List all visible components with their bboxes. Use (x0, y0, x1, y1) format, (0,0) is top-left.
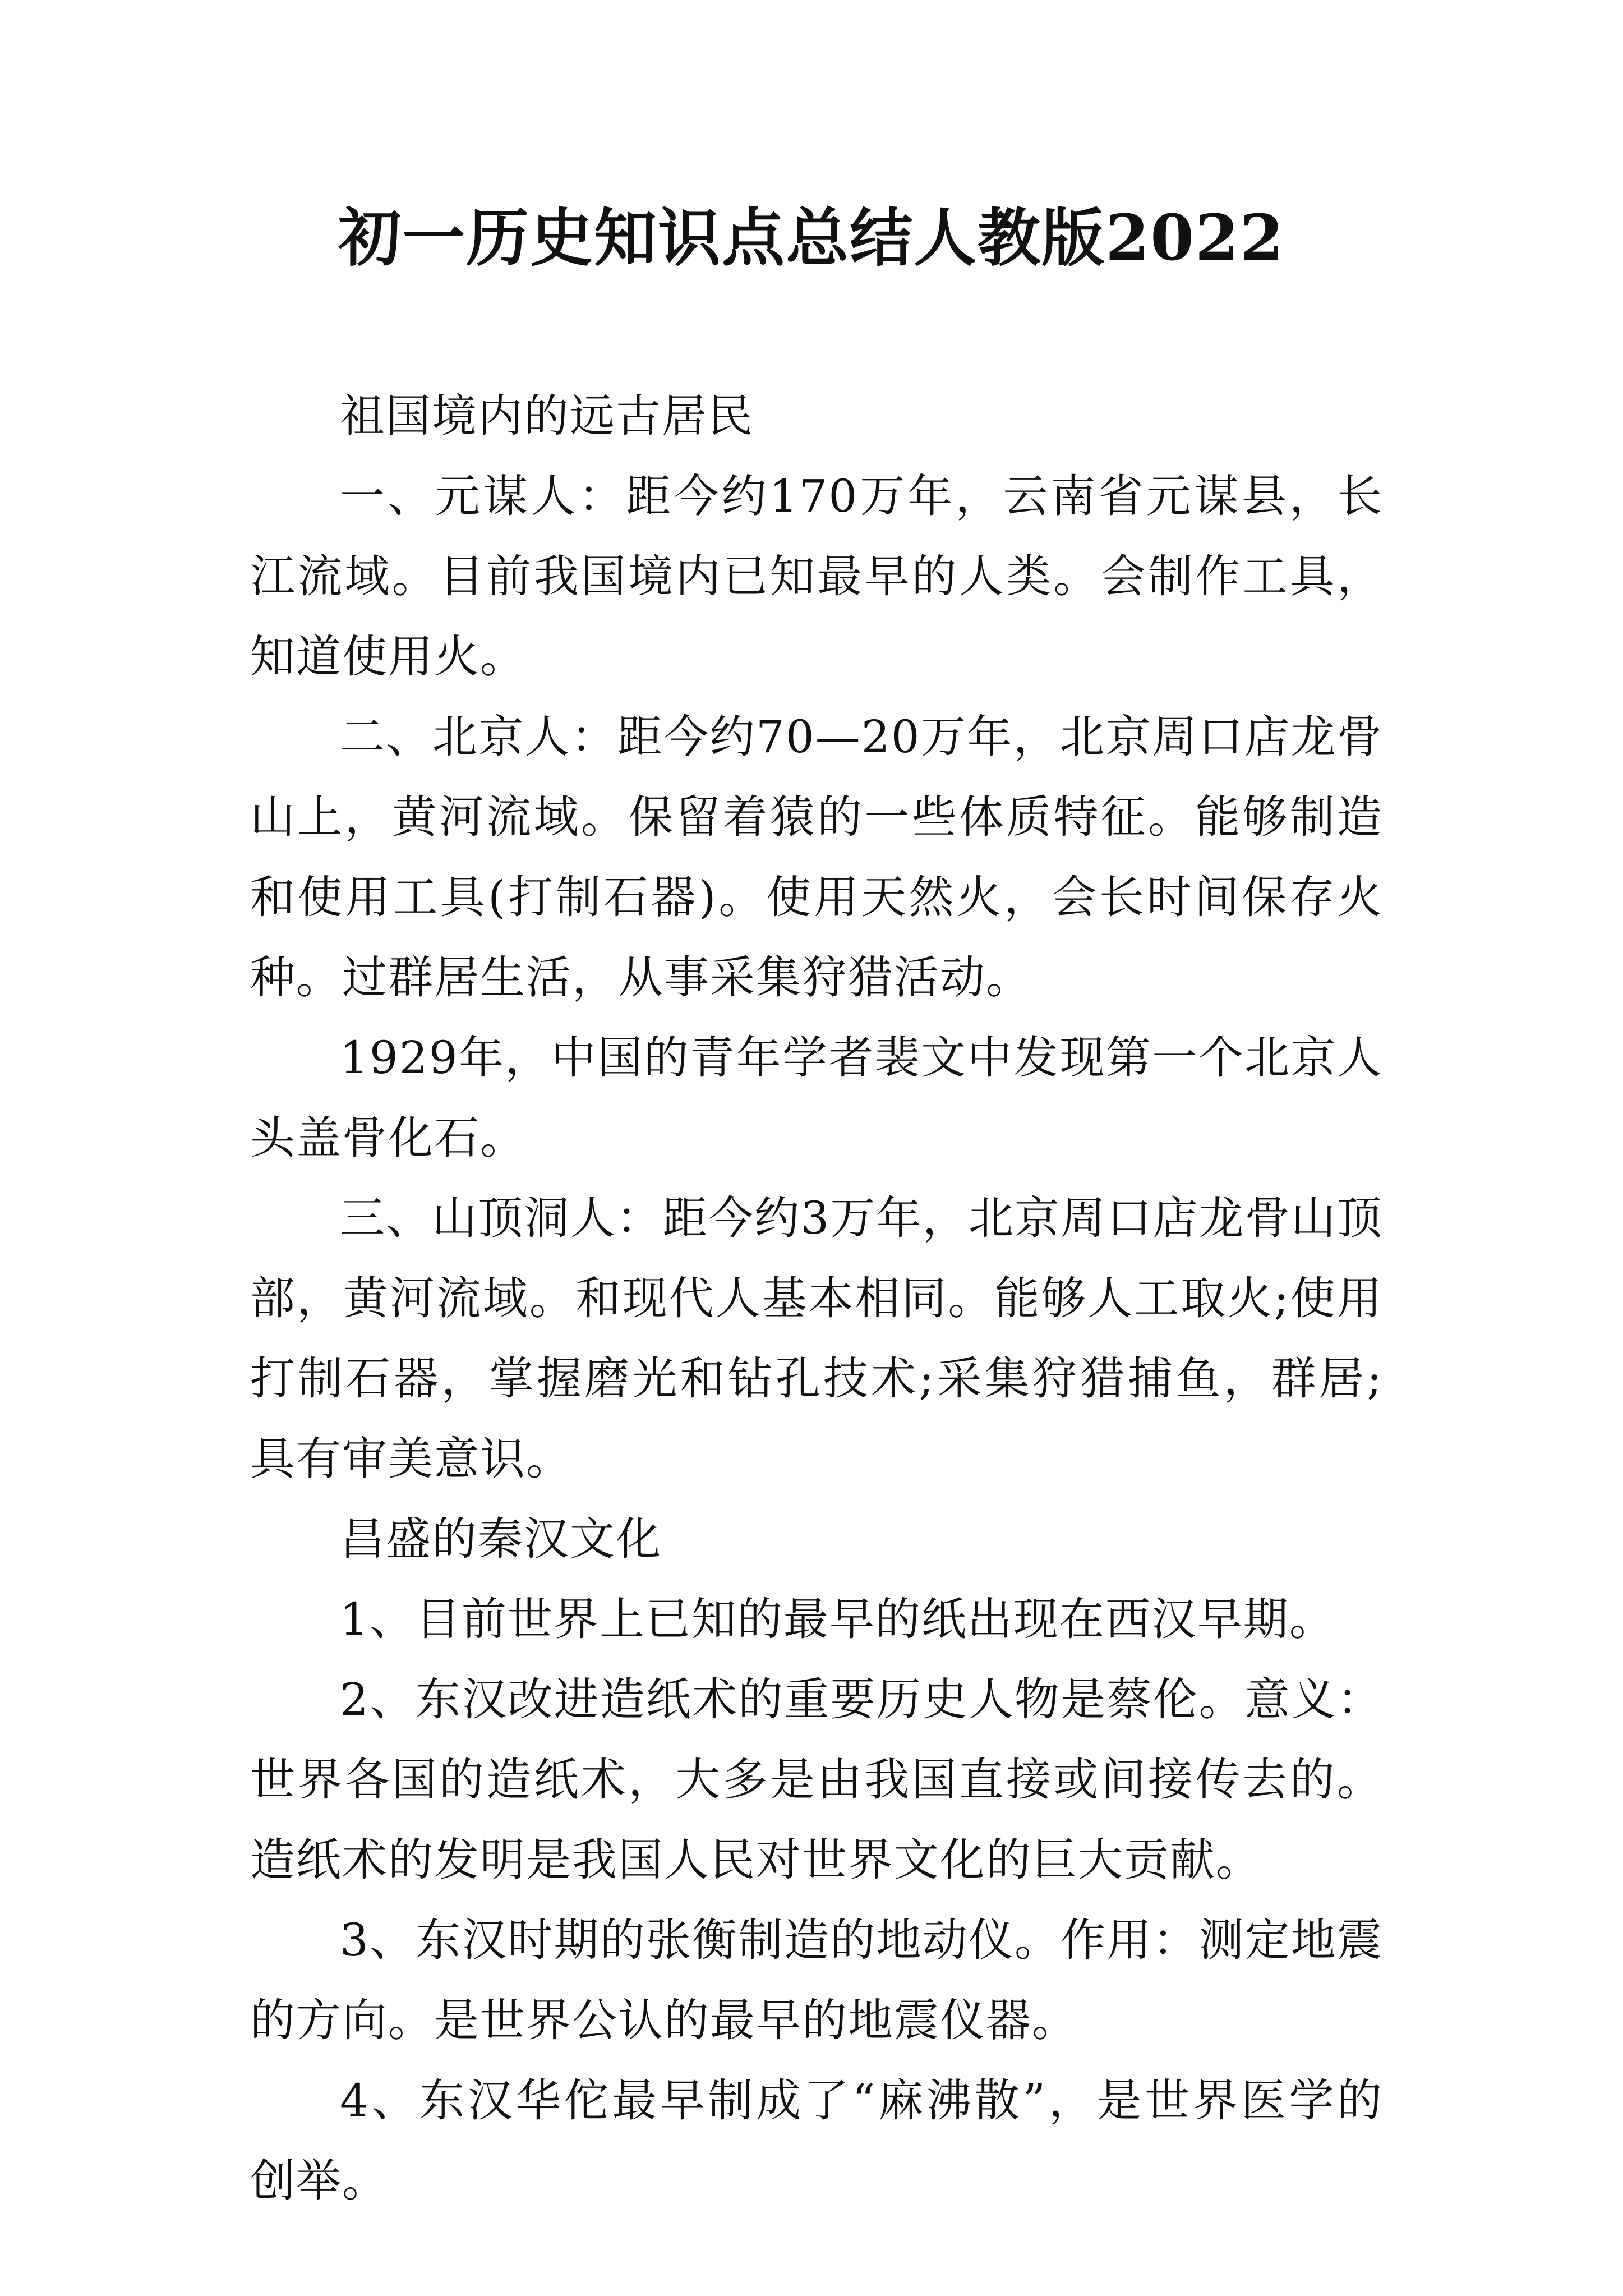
paragraph-earliest-paper: 1、目前世界上已知的最早的纸出现在西汉早期。 (340, 1593, 1335, 1645)
section-heading-ancient-residents: 祖国境内的远古居民 (340, 390, 754, 442)
paragraph-pei-wenzhong: 1929年，中国的青年学者裴文中发现第一个北京人头盖骨化石。 (250, 1032, 1383, 1164)
paragraph-zhang-heng: 3、东汉时期的张衡制造的地动仪。作用：测定地震的方向。是世界公认的最早的地震仪器。 (250, 1914, 1383, 2046)
document-title: 初一历史知识点总结人教版2022 (338, 201, 1285, 275)
paragraph-peking-man: 二、北京人：距今约70—20万年，北京周口店龙骨山上，黄河流域。保留着猿的一些体质特征。能够制造和使用工具(打制石器)。使用天然火，会长时间保存火种。过群居生活，从事采集狩猎活动。 (250, 711, 1383, 1004)
paragraph-yuanmou-man: 一、元谋人：距今约170万年，云南省元谋县，长江流域。目前我国境内已知最早的人类。会制作工具，知道使用火。 (250, 470, 1383, 683)
paragraph-hua-tuo: 4、东汉华佗最早制成了“麻沸散”，是世界医学的创举。 (250, 2074, 1383, 2207)
paragraph-upper-cave-man: 三、山顶洞人：距今约3万年，北京周口店龙骨山顶部，黄河流域。和现代人基本相同。能够人工取火;使用打制石器，掌握磨光和钻孔技术;采集狩猎捕鱼，群居;具有审美意识。 (250, 1192, 1383, 1485)
section-heading-qin-han-culture: 昌盛的秦汉文化 (340, 1513, 662, 1565)
paragraph-cai-lun: 2、东汉改进造纸术的重要历史人物是蔡伦。意义：世界各国的造纸术，大多是由我国直接或间接传去的。造纸术的发明是我国人民对世界文化的巨大贡献。 (250, 1673, 1383, 1886)
document-body (250, 376, 1383, 2221)
